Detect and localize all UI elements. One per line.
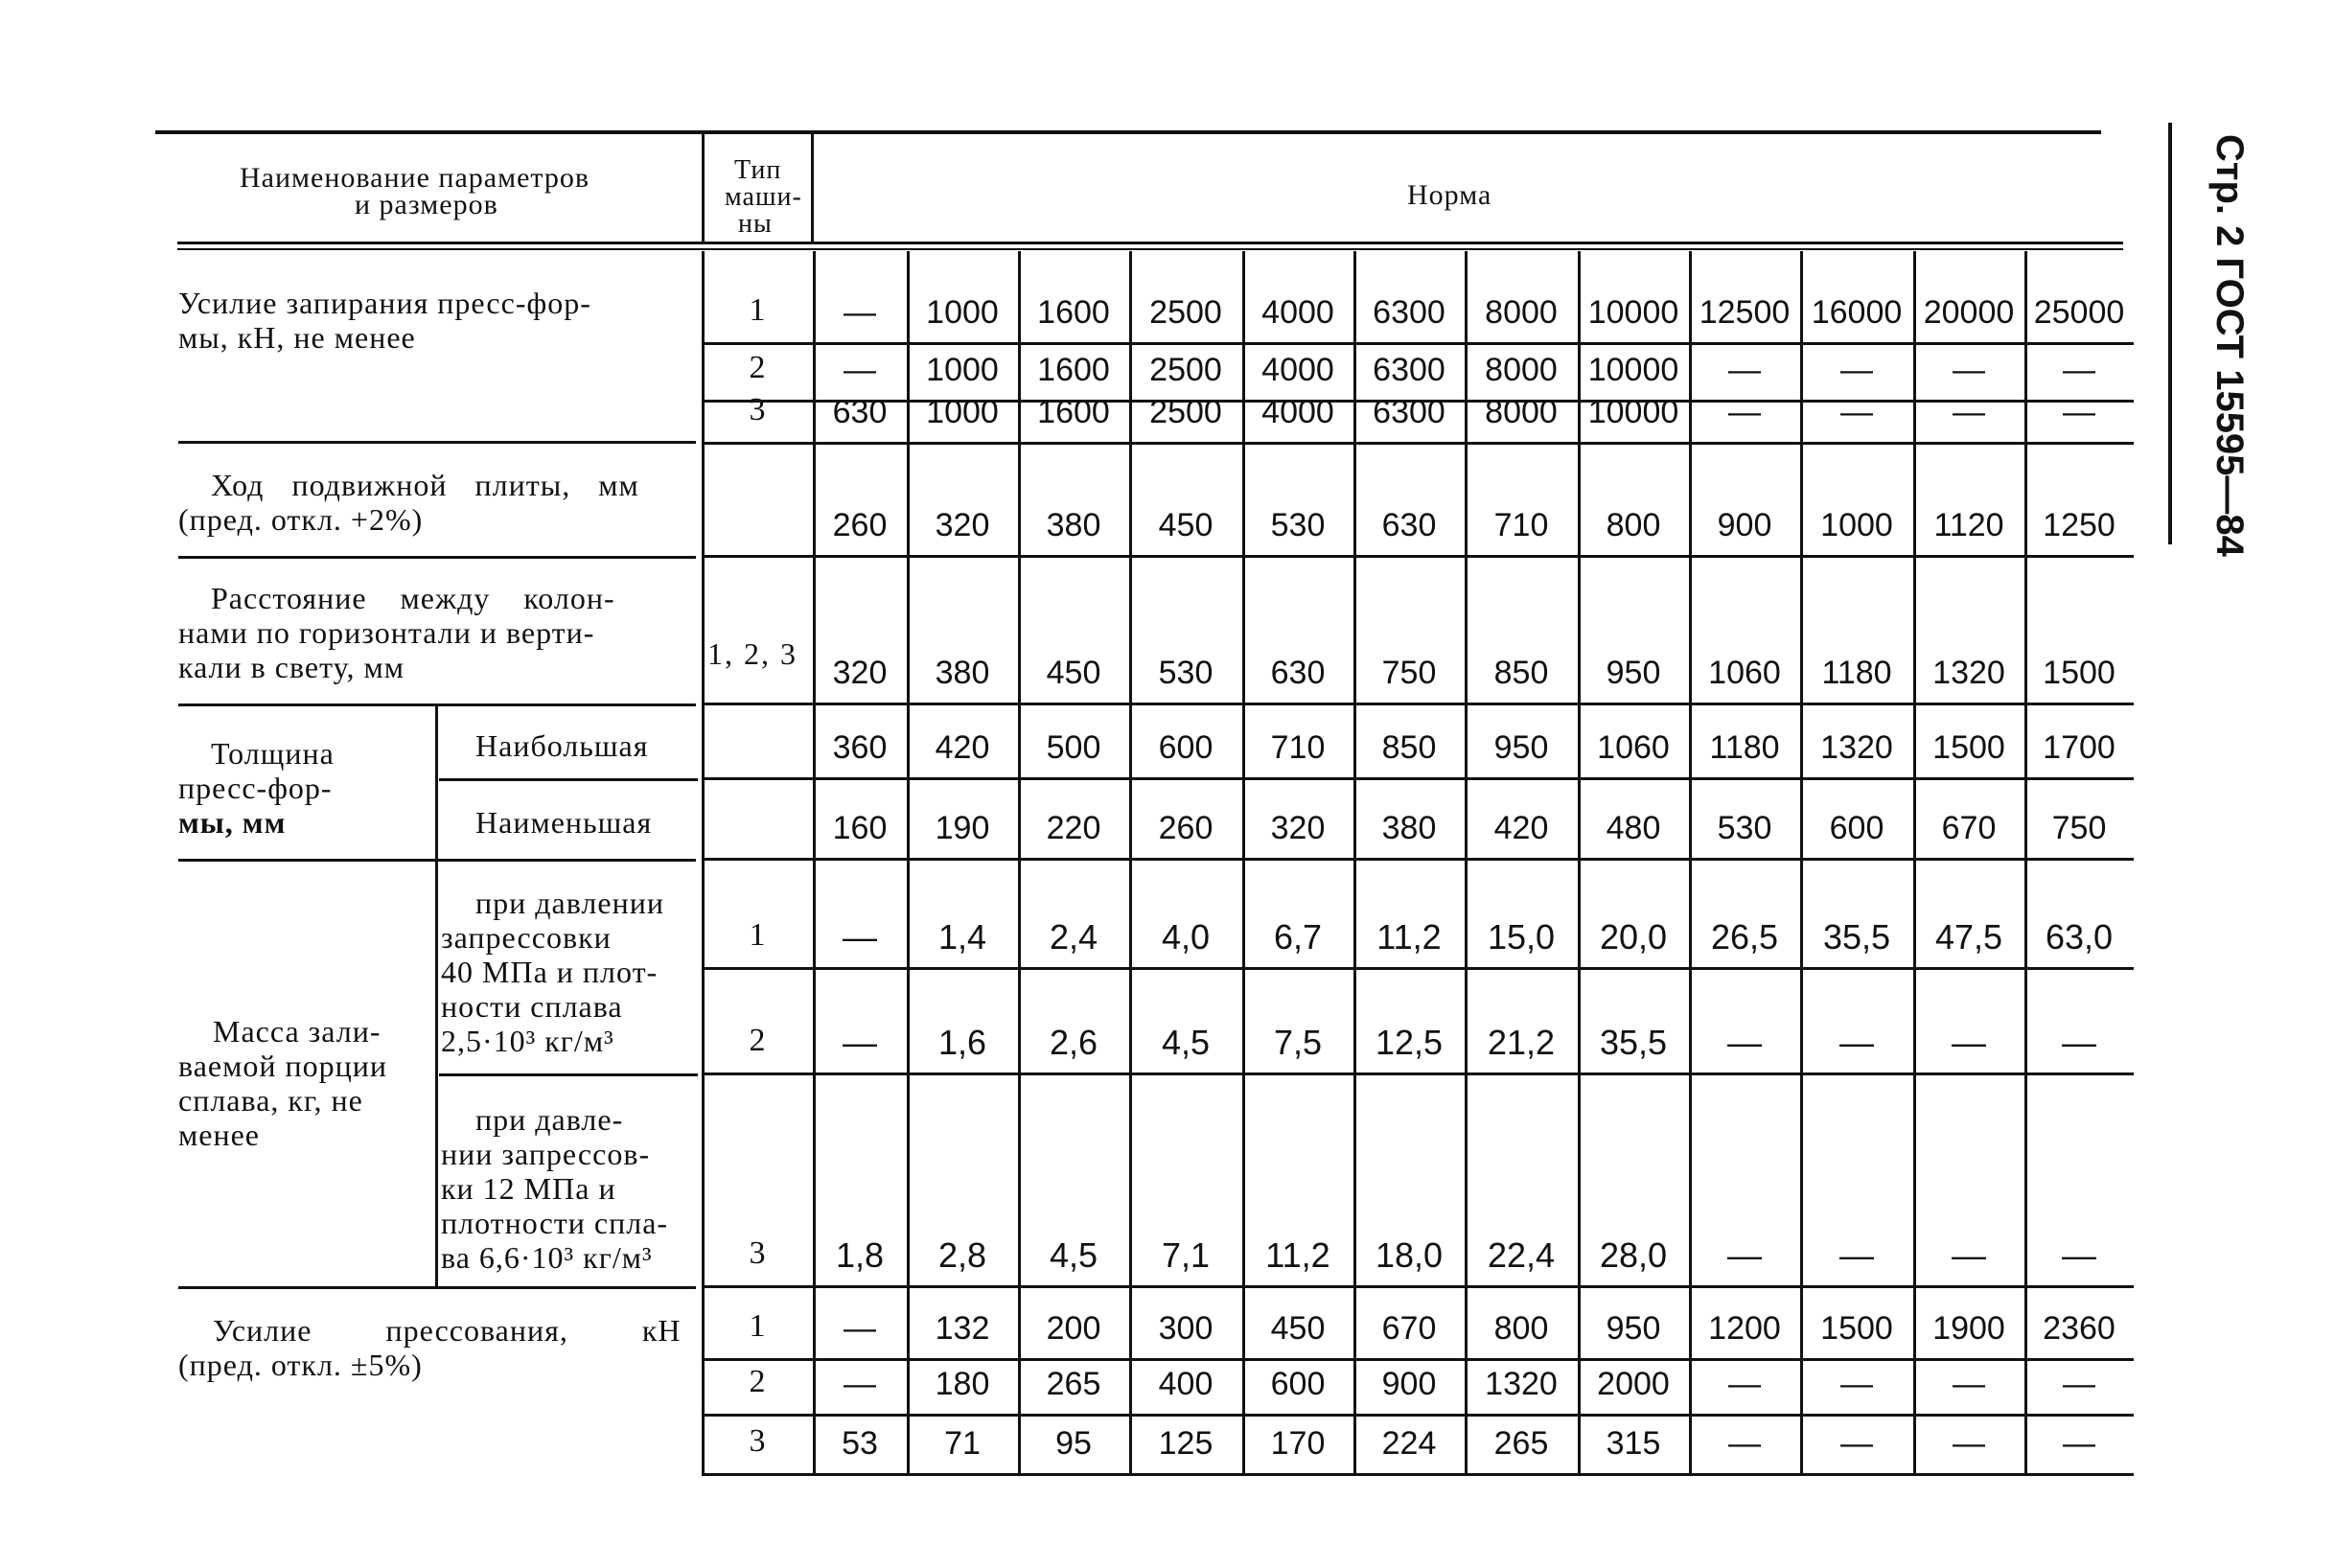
value-cell: 190	[935, 810, 990, 846]
section-rule-2	[178, 556, 696, 559]
value-cell: 750	[2051, 810, 2107, 846]
row-rule-12	[702, 1473, 2134, 1476]
value-cell: 630	[832, 394, 888, 430]
value-cell: 500	[1046, 729, 1101, 766]
value-cell: 160	[832, 810, 888, 846]
col-vline-8	[1689, 251, 1692, 1476]
col-vline-1	[907, 251, 910, 1476]
value-cell: 71	[944, 1425, 981, 1462]
mass-sub-vline	[435, 861, 438, 1286]
value-cell: 315	[1606, 1425, 1661, 1462]
type-cell: 3	[749, 1423, 766, 1459]
label-mass-l3: сплава, кг, не	[178, 1083, 363, 1118]
value-cell: 850	[1381, 729, 1437, 766]
value-cell: 900	[1717, 507, 1772, 543]
value-cell: 1320	[1820, 729, 1893, 766]
value-cell: 10000	[1587, 294, 1679, 331]
value-cell: 530	[1717, 810, 1772, 846]
col-vline-9	[1800, 251, 1803, 1476]
header-type-line1: Тип	[734, 155, 782, 185]
value-cell: 630	[1270, 655, 1326, 691]
value-cell: 1500	[1820, 1310, 1893, 1347]
label-press-l2: (пред. откл. ±5%)	[178, 1348, 423, 1382]
row-rule-8	[702, 1072, 2134, 1075]
value-cell: —	[1953, 1366, 1985, 1402]
value-cell: 1060	[1597, 729, 1670, 766]
value-cell: 10000	[1587, 394, 1679, 430]
value-cell: 600	[1158, 729, 1214, 766]
value-cell: —	[1727, 1023, 1762, 1062]
value-cell: 1180	[1709, 729, 1780, 766]
label-thick-min: Наименьшая	[475, 805, 653, 840]
value-cell: 1700	[2043, 729, 2115, 766]
label-stroke-l2: (пред. откл. +2%)	[178, 502, 424, 537]
value-cell: 260	[832, 507, 888, 543]
label-mass-a2: запрессовки	[441, 920, 612, 955]
label-stroke-l1: Ход подвижной плиты, мм	[211, 468, 639, 502]
row-rule-5	[702, 777, 2134, 780]
type-cell: 2	[749, 350, 766, 385]
label-thick-l1: Толщина	[211, 736, 335, 771]
value-cell: 4000	[1261, 294, 1334, 331]
value-cell: 420	[935, 729, 990, 766]
value-cell: 800	[1606, 507, 1661, 543]
value-cell: —	[2063, 394, 2095, 430]
value-cell: 400	[1158, 1366, 1214, 1402]
value-cell: 180	[935, 1366, 990, 1402]
value-cell: 1900	[1932, 1310, 2005, 1347]
value-cell: 950	[1606, 1310, 1661, 1347]
type-cell: 1	[749, 1308, 766, 1344]
label-dist-l3: кали в свету, мм	[178, 650, 405, 684]
col-vline-10	[1913, 251, 1916, 1476]
value-cell: 1000	[1820, 507, 1893, 543]
value-cell: —	[1728, 1425, 1761, 1462]
value-cell: 320	[1270, 810, 1326, 846]
value-cell: —	[844, 1366, 876, 1402]
row-rule-9	[702, 1285, 2134, 1288]
label-clamp-l2: мы, кН, не менее	[178, 320, 416, 355]
row-rule-7	[702, 967, 2134, 970]
value-cell: 1600	[1037, 394, 1110, 430]
value-cell: 1320	[1932, 655, 2005, 691]
value-cell: 8000	[1485, 394, 1558, 430]
value-cell: 265	[1493, 1425, 1549, 1462]
value-cell: —	[1839, 1235, 1874, 1275]
value-cell: 6,7	[1273, 917, 1323, 957]
value-cell: —	[1953, 394, 1985, 430]
value-cell: 125	[1158, 1425, 1214, 1462]
label-thick-max: Наибольшая	[475, 728, 649, 763]
value-cell: 1,8	[835, 1235, 885, 1275]
value-cell: 320	[832, 655, 888, 691]
row-rule-6	[702, 858, 2134, 861]
type-cell: 2	[749, 1023, 766, 1058]
row-rule-0	[702, 342, 2134, 345]
value-cell: 1,6	[937, 1023, 987, 1062]
value-cell: 20,0	[1599, 917, 1668, 957]
value-cell: 450	[1270, 1310, 1326, 1347]
value-cell: 2,4	[1049, 917, 1098, 957]
value-cell: 1320	[1485, 1366, 1558, 1402]
value-cell: 2,6	[1049, 1023, 1098, 1062]
value-cell: —	[844, 352, 876, 388]
value-cell: 21,2	[1487, 1023, 1556, 1062]
value-cell: —	[1952, 1235, 1986, 1275]
value-cell: 95	[1055, 1425, 1092, 1462]
value-cell: 6300	[1373, 352, 1445, 388]
label-mass-b1: при давле-	[475, 1102, 624, 1137]
value-cell: 320	[935, 507, 990, 543]
label-mass-a4: ности сплава	[441, 989, 623, 1024]
value-cell: —	[1727, 1235, 1762, 1275]
value-cell: 35,5	[1822, 917, 1891, 957]
value-cell: 2500	[1149, 294, 1222, 331]
side-header: Стр. 2 ГОСТ 15595—84	[2208, 134, 2251, 557]
type-cell: 3	[749, 392, 766, 427]
value-cell: 1000	[926, 352, 999, 388]
value-cell: 4,0	[1161, 917, 1211, 957]
col-vline-6	[1465, 251, 1468, 1476]
value-cell: 710	[1493, 507, 1549, 543]
value-cell: 12500	[1699, 294, 1791, 331]
label-thick-l3: мы, мм	[178, 805, 287, 840]
value-cell: 4000	[1261, 352, 1334, 388]
value-cell: 900	[1381, 1366, 1437, 1402]
value-cell: 1500	[2043, 655, 2115, 691]
value-cell: 1,4	[937, 917, 987, 957]
value-cell: 132	[935, 1310, 990, 1347]
value-cell: —	[1728, 352, 1761, 388]
row-rule-2	[702, 442, 2134, 445]
type-cell: 1	[749, 917, 766, 953]
type-cell: 2	[749, 1364, 766, 1399]
section-rule-1	[178, 441, 696, 444]
value-cell: 450	[1158, 507, 1214, 543]
value-cell: —	[2062, 1023, 2096, 1062]
value-cell: 10000	[1587, 352, 1679, 388]
col-vline-3	[1129, 251, 1132, 1476]
value-cell: 630	[1381, 507, 1437, 543]
value-cell: 1500	[1932, 729, 2005, 766]
type-vline	[702, 251, 705, 1476]
value-cell: 380	[1381, 810, 1437, 846]
types-all: 1, 2, 3	[707, 636, 798, 671]
table-top-rule	[155, 130, 2101, 134]
row-rule-10	[702, 1358, 2134, 1361]
label-dist-l1: Расстояние между колон-	[211, 581, 615, 615]
value-cell: 25000	[2033, 294, 2125, 331]
value-cell: —	[1953, 352, 1985, 388]
value-cell: —	[2063, 1366, 2095, 1402]
value-cell: 47,5	[1934, 917, 2003, 957]
value-cell: —	[1839, 1023, 1874, 1062]
value-cell: 18,0	[1375, 1235, 1444, 1275]
value-cell: 220	[1046, 810, 1101, 846]
header-bottom-rule-2	[177, 248, 2123, 250]
value-cell: 265	[1046, 1366, 1101, 1402]
label-mass-a5: 2,5·10³ кг/м³	[441, 1024, 614, 1058]
value-cell: 8000	[1485, 352, 1558, 388]
value-cell: 950	[1493, 729, 1549, 766]
value-cell: 53	[842, 1425, 878, 1462]
value-cell: 950	[1606, 655, 1661, 691]
value-cell: 16000	[1811, 294, 1903, 331]
value-cell: —	[1728, 1366, 1761, 1402]
col-vline-7	[1578, 251, 1581, 1476]
label-mass-b2: нии запрессов-	[441, 1137, 651, 1171]
value-cell: 20000	[1923, 294, 2015, 331]
value-cell: 1600	[1037, 352, 1110, 388]
value-cell: 28,0	[1599, 1235, 1668, 1275]
header-vline-2	[811, 134, 814, 242]
section-rule-6	[439, 1073, 698, 1076]
value-cell: 480	[1606, 810, 1661, 846]
value-cell: 63,0	[2045, 917, 2114, 957]
value-cell: —	[2063, 352, 2095, 388]
value-cell: 530	[1270, 507, 1326, 543]
value-cell: 670	[1941, 810, 1997, 846]
header-param-line1: Наименование параметров	[240, 162, 590, 194]
value-cell: 1120	[1933, 507, 2004, 543]
value-cell: 800	[1493, 1310, 1549, 1347]
value-cell: 450	[1046, 655, 1101, 691]
value-cell: 1600	[1037, 294, 1110, 331]
row-rule-11	[702, 1414, 2134, 1417]
value-cell: 360	[832, 729, 888, 766]
label-mass-l4: менее	[178, 1118, 260, 1152]
header-bottom-rule	[177, 242, 2123, 244]
value-cell: 710	[1270, 729, 1326, 766]
label-mass-l2: ваемой порции	[178, 1049, 387, 1083]
value-cell: 2,8	[937, 1235, 987, 1275]
value-cell: 6300	[1373, 394, 1445, 430]
value-cell: 26,5	[1710, 917, 1779, 957]
value-cell: 11,2	[1376, 917, 1442, 957]
col-vline-4	[1242, 251, 1245, 1476]
value-cell: —	[2063, 1425, 2095, 1462]
value-cell: 7,1	[1161, 1235, 1211, 1275]
value-cell: 380	[935, 655, 990, 691]
value-cell: 12,5	[1375, 1023, 1444, 1062]
label-mass-b4: плотности спла-	[441, 1206, 669, 1240]
value-cell: 600	[1270, 1366, 1326, 1402]
value-cell: 1060	[1708, 655, 1781, 691]
value-cell: —	[844, 294, 876, 331]
value-cell: —	[1840, 1425, 1873, 1462]
value-cell: 4,5	[1161, 1023, 1211, 1062]
value-cell: 35,5	[1599, 1023, 1668, 1062]
type-cell: 1	[749, 292, 766, 328]
value-cell: 260	[1158, 810, 1214, 846]
label-mass-l1: Масса зали-	[213, 1014, 381, 1049]
header-vline-1	[702, 134, 705, 242]
value-cell: 600	[1829, 810, 1884, 846]
value-cell: 7,5	[1273, 1023, 1323, 1062]
col-vline-0	[813, 251, 816, 1476]
value-cell: —	[1728, 394, 1761, 430]
value-cell: 670	[1381, 1310, 1437, 1347]
value-cell: 2000	[1597, 1366, 1670, 1402]
value-cell: 1000	[926, 394, 999, 430]
value-cell: 4,5	[1049, 1235, 1098, 1275]
side-header-rule	[2168, 123, 2172, 544]
value-cell: 300	[1158, 1310, 1214, 1347]
value-cell: 420	[1493, 810, 1549, 846]
header-param-line2: и размеров	[355, 189, 498, 220]
value-cell: —	[843, 917, 877, 957]
header-type-line3: ны	[738, 209, 773, 239]
label-dist-l2: нами по горизонтали и верти-	[178, 615, 595, 650]
label-thick-l2: пресс-фор-	[178, 771, 333, 805]
value-cell: 2500	[1149, 394, 1222, 430]
value-cell: 530	[1158, 655, 1214, 691]
value-cell: 200	[1046, 1310, 1101, 1347]
col-vline-2	[1018, 251, 1021, 1476]
value-cell: —	[1953, 1425, 1985, 1462]
section-rule-7	[178, 1286, 696, 1289]
value-cell: —	[843, 1023, 877, 1062]
value-cell: 2500	[1149, 352, 1222, 388]
value-cell: 1000	[926, 294, 999, 331]
label-mass-b5: ва 6,6·10³ кг/м³	[441, 1240, 653, 1275]
type-cell: 3	[749, 1235, 766, 1271]
label-press-l1: Усилие прессования, кН	[213, 1313, 682, 1348]
value-cell: —	[1840, 394, 1873, 430]
value-cell: 224	[1381, 1425, 1437, 1462]
row-rule-4	[702, 703, 2134, 705]
value-cell: 2360	[2043, 1310, 2115, 1347]
section-rule-4	[439, 778, 698, 781]
value-cell: —	[1952, 1023, 1986, 1062]
value-cell: —	[844, 1310, 876, 1347]
value-cell: 6300	[1373, 294, 1445, 331]
value-cell: 1200	[1708, 1310, 1781, 1347]
value-cell: 750	[1381, 655, 1437, 691]
col-vline-5	[1353, 251, 1356, 1476]
header-type-line2: маши-	[725, 182, 802, 212]
value-cell: —	[1840, 352, 1873, 388]
value-cell: 850	[1493, 655, 1549, 691]
label-clamp-l1: Усилие запирания пресс-фор-	[178, 286, 591, 320]
row-rule-3	[702, 555, 2134, 558]
header-norm: Норма	[1407, 179, 1492, 211]
value-cell: 4000	[1261, 394, 1334, 430]
value-cell: 22,4	[1487, 1235, 1556, 1275]
value-cell: 170	[1270, 1425, 1326, 1462]
label-mass-b3: ки 12 МПа и	[441, 1171, 616, 1206]
label-mass-a1: при давлении	[475, 886, 664, 920]
value-cell: 15,0	[1487, 917, 1556, 957]
value-cell: —	[2062, 1235, 2096, 1275]
value-cell: 1250	[2043, 507, 2115, 543]
value-cell: 380	[1046, 507, 1101, 543]
value-cell: 8000	[1485, 294, 1558, 331]
value-cell: 1180	[1821, 655, 1892, 691]
thick-sub-vline	[435, 705, 438, 859]
col-vline-11	[2024, 251, 2027, 1476]
value-cell: —	[1840, 1366, 1873, 1402]
label-mass-a3: 40 МПа и плот-	[441, 955, 659, 989]
value-cell: 11,2	[1265, 1235, 1330, 1275]
